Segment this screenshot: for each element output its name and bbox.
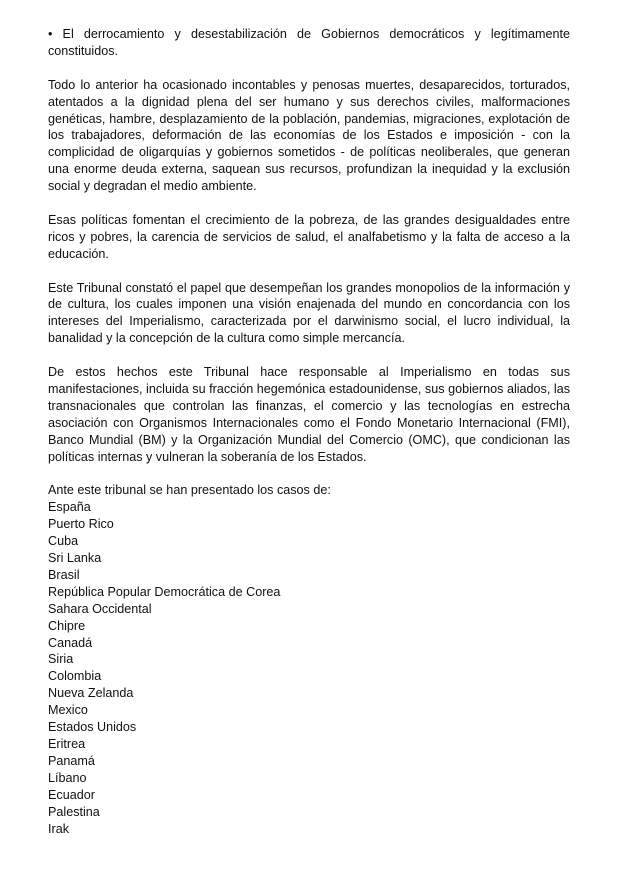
case-item: Sahara Occidental [48,601,152,616]
case-item: República Popular Democrática de Corea [48,584,281,599]
case-item: Puerto Rico [48,517,114,532]
case-item: Brasil [48,567,80,582]
case-item: Siria [48,652,74,667]
case-item: Mexico [48,703,88,718]
case-item: Palestina [48,804,100,819]
case-item: Panamá [48,753,95,768]
case-item: Canadá [48,635,93,650]
paragraph-bullet-derrocamiento: • El derrocamiento y desestabilización de Gobiernos democráticos y legítimamente constituidos. [48,27,570,58]
case-item: Chipre [48,618,86,633]
case-item: Estados Unidos [48,720,137,735]
case-item: Ecuador [48,787,95,802]
case-item: Sri Lanka [48,551,102,566]
cases-list [48,499,570,837]
case-item: Líbano [48,770,87,785]
case-item: Colombia [48,669,102,684]
case-item: Eritrea [48,736,86,751]
case-item: Nueva Zelanda [48,686,134,701]
paragraph-consequences: Todo lo anterior ha ocasionado incontables y penosas muertes, desaparecidos, torturados, atentados a la dignidad plena del ser humano y sus derechos civiles, malformaciones genéticas, hambre, desplazamiento de la población, pandemias, migraciones, explotación de los trabajadores, deformación de las economías de los Estados e imposición - con la complicidad de oligarquías y gobiernos sometidos - de políticas neoliberales, que generan una enorme deuda externa, saquean sus recursos, profundizan la inequidad y la exclusión social y degradan el medio ambiente. [48,77,570,194]
case-item: España [48,500,91,515]
case-item: Irak [48,821,69,836]
document-page [48,26,570,837]
case-item: Cuba [48,534,79,549]
paragraph-media-monopolies: Este Tribunal constató el papel que desempeñan los grandes monopolios de la información y de cultura, los cuales imponen una visión enajenada del mundo en concordancia con los intereses del Imperialismo, caracterizada por el darwinismo social, el lucro individual, la banalidad y la concepción de la cultura como simple mercancía. [48,280,570,346]
paragraph-poverty: Esas políticas fomentan el crecimiento de la pobreza, de las grandes desigualdades entre ricos y pobres, la carencia de servicios de salud, el analfabetismo y la falta de acceso a la educación. [48,212,570,261]
cases-intro: Ante este tribunal se han presentado los casos de: [48,483,331,498]
paragraph-responsibility: De estos hechos este Tribunal hace responsable al Imperialismo en todas sus manifestaciones, incluida su fracción hegemónica estadounidense, sus gobiernos aliados, las transnacionales que controlan las finanzas, el comercio y las tecnologías en estrecha asociación con Organismos Internacionales como el Fondo Monetario Internacional (FMI), Banco Mundial (BM) y la Organización Mundial del Comercio (OMC), que condicionan las políticas internas y vulneran la soberanía de los Estados. [48,365,570,464]
